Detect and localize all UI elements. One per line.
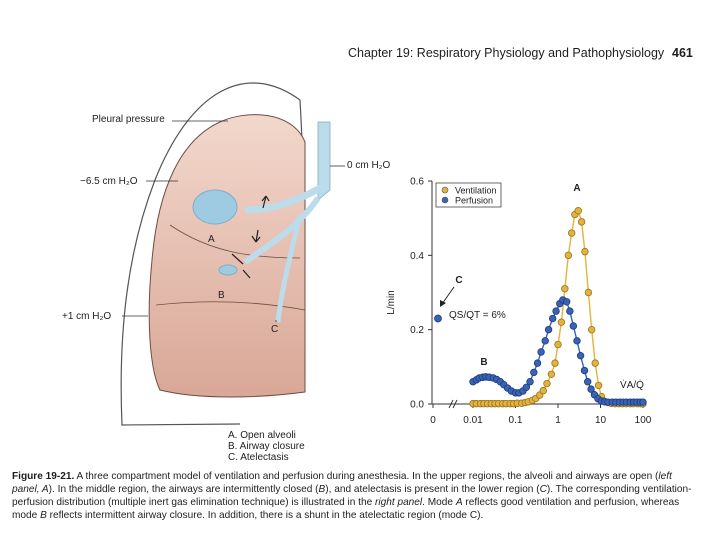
pleural-pressure-label: Pleural pressure [92, 114, 165, 125]
caption-text-5: . Mode [422, 497, 456, 508]
data-point-ventilation [565, 252, 572, 259]
data-point-ventilation [578, 219, 585, 226]
data-point-perfusion [563, 298, 570, 305]
lower-pressure-label: +1 cm H₂O [62, 311, 112, 322]
key-a: A. Open alveoli [228, 430, 296, 441]
key-b: B. Airway closure [228, 441, 305, 452]
data-point-ventilation [592, 360, 599, 367]
y-tick-label: 0.2 [410, 325, 424, 337]
upper-pressure-label: −6.5 cm H₂O [80, 176, 138, 187]
caption-italic-3: C [539, 484, 547, 495]
data-point-perfusion [542, 338, 549, 345]
data-point-perfusion [545, 326, 552, 333]
x-tick-label: 0.1 [508, 415, 523, 426]
shunt-data-point [435, 315, 442, 322]
caption-text-2: ). In the middle region, the airways are intermittently closed ( [48, 484, 319, 495]
data-point-perfusion [574, 338, 581, 345]
data-point-perfusion [640, 399, 647, 406]
data-point-ventilation [540, 387, 547, 394]
data-point-perfusion [581, 367, 588, 374]
x-tick-label: 100 [634, 415, 652, 426]
caption-text-7: reflects intermittent airway closure. In addition, there is a shunt in the atelectatic region (mode C). [46, 510, 484, 521]
y-tick-label: 0.6 [410, 176, 424, 188]
region-c-label: C [271, 324, 279, 335]
annotation-mode-b: B [480, 357, 488, 368]
annotation-arrow-shaft [442, 287, 454, 304]
data-point-perfusion [534, 360, 541, 367]
legend-label: Ventilation [455, 185, 497, 196]
caption-italic-4: right panel [375, 497, 423, 508]
data-point-perfusion [527, 378, 534, 385]
data-point-ventilation [548, 371, 555, 378]
data-point-perfusion [538, 349, 545, 356]
data-point-ventilation [595, 382, 602, 389]
caption-italic-6: B [40, 510, 47, 521]
y-axis-label: L/min [386, 290, 397, 315]
data-point-ventilation [562, 285, 569, 292]
x-axis-label: V̇A/Q̇ [620, 380, 644, 391]
data-point-ventilation [582, 248, 589, 255]
annotation-arrow-head [440, 300, 446, 307]
data-point-perfusion [531, 369, 538, 376]
chapter-header: Chapter 19: Respiratory Physiology and Pathophysiology [348, 46, 665, 60]
annotation-mode-c: C [455, 275, 463, 286]
data-point-perfusion [553, 308, 560, 315]
data-point-ventilation [588, 326, 595, 333]
legend-marker [442, 197, 448, 203]
y-tick-label: 0.4 [410, 250, 424, 262]
data-point-ventilation [558, 319, 565, 326]
legend-label: Perfusion [455, 195, 494, 206]
annotation-mode-a: A [573, 183, 581, 194]
caption-label: Figure 19-21. [12, 471, 75, 482]
caption-italic-1: left panel, A [12, 471, 672, 495]
data-point-ventilation [585, 289, 592, 296]
caption-text-6: reflects good ventilation and perfusion, whereas mode [12, 497, 680, 521]
page-number: 461 [672, 46, 693, 60]
legend-marker [442, 187, 448, 193]
region-a-label: A [208, 234, 215, 245]
data-point-ventilation [555, 341, 562, 348]
data-point-ventilation [568, 230, 575, 237]
caption-italic-2: B [318, 484, 326, 495]
data-point-ventilation [575, 207, 582, 214]
caption-text-3: ), and atelectasis is present in the lower region ( [325, 484, 540, 495]
caption-text-4: ). The corresponding ventilation-perfusion distribution (multiple inert gas elimination technique) is illustrated in the [12, 484, 692, 508]
x-tick-label: 0 [430, 415, 436, 426]
data-point-perfusion [584, 378, 591, 385]
y-tick-label: 0.0 [410, 399, 424, 411]
caption-italic-5: A [455, 497, 463, 508]
key-c: C. Atelectasis [228, 452, 289, 463]
figure-caption [12, 470, 702, 522]
x-tick-label: 1 [555, 415, 561, 426]
region-b-label: B [218, 290, 225, 301]
x-tick-label: 10 [594, 415, 607, 426]
annotation-shunt-fraction: QS/QT = 6% [449, 310, 506, 321]
data-point-ventilation [544, 380, 551, 387]
data-point-perfusion [567, 308, 574, 315]
airway-pressure-label: 0 cm H₂O [347, 160, 391, 171]
data-point-perfusion [577, 352, 584, 359]
x-tick-label: 0.01 [463, 415, 483, 426]
data-point-perfusion [570, 323, 577, 330]
data-point-ventilation [552, 360, 559, 367]
data-point-perfusion [549, 315, 556, 322]
caption-text-1: A three compartment model of ventilation and perfusion during anesthesia. In the upper regions, the alveoli and airways are open ( [74, 471, 659, 482]
